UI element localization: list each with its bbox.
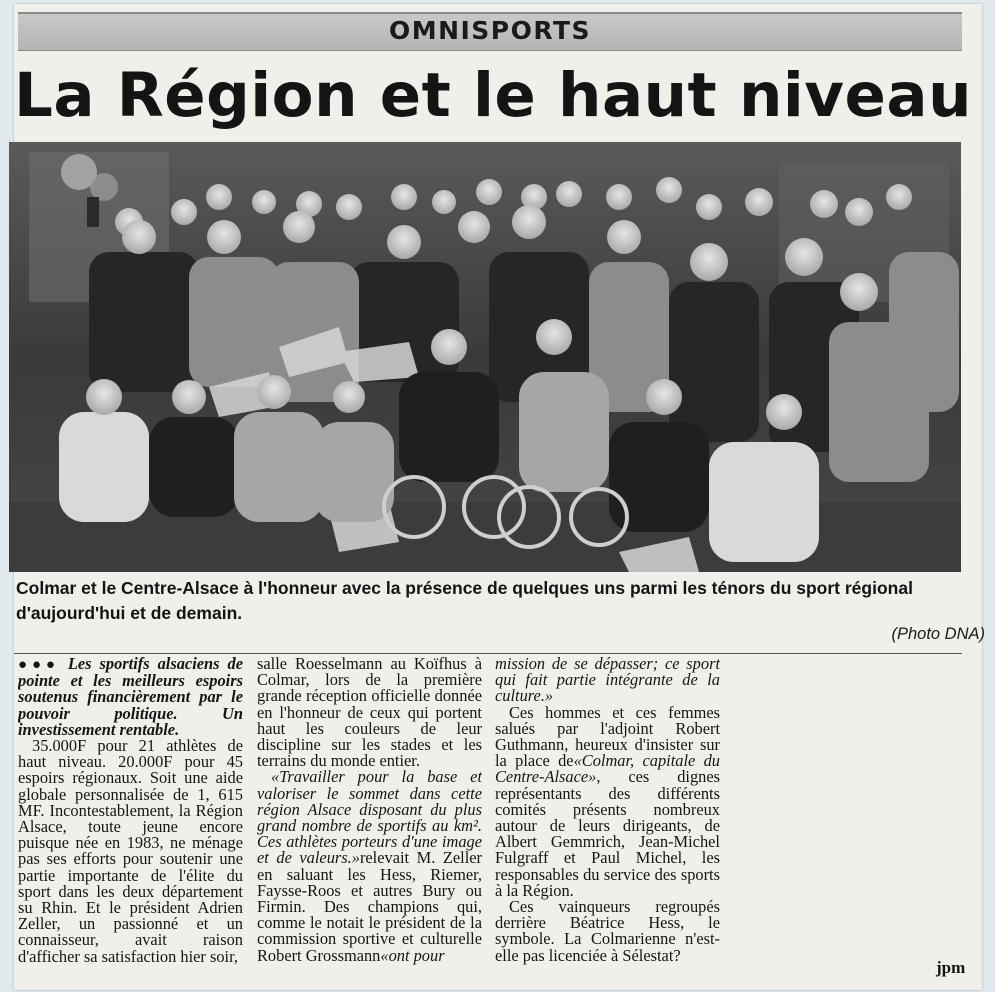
article-text-segment: 35.000F pour 21 athlètes de haut niveau. 20.000F pour 45 espoirs régionaux. Soit une aide globale personnalisée de 1, 615 MF. Incontestablement, la Région Alsace, toute jeune encore puisque née en 1983, ne ménage pas ses efforts pour soutenir une partie importante de l'élite du sport dans les deux département su Rhin. Et le président Adrien Zeller, un passionné et un connaisseur, avait raison d'afficher sa satisfaction hier soir, bbox=[18, 736, 243, 966]
article-paragraph-segment bbox=[495, 899, 720, 964]
lead-marker-bullets: ●●● bbox=[18, 657, 60, 673]
section-rubric: OMNISPORTS bbox=[388, 16, 592, 45]
article-column-3 bbox=[495, 656, 720, 976]
article-lead: Les sportifs alsaciens de pointe et les meilleurs espoirs soutenus financièrement par le pouvoir politique. Un investissement rentable. bbox=[18, 656, 243, 739]
article-column-2 bbox=[257, 656, 482, 976]
group-photo bbox=[9, 142, 961, 572]
article-paragraph-segment bbox=[18, 738, 243, 965]
article-quote-segment: «Travailler pour la base et valoriser le sommet dans cette région Alsace disposant du plus grand nombre de sportifs au km². Ces athlètes porteurs d'une image et de valeurs.» bbox=[257, 767, 482, 868]
article-paragraph-segment bbox=[495, 702, 720, 900]
headline: La Région et le haut niveau bbox=[14, 60, 973, 131]
article-text-segment: Ces hommes et ces femmes salués par l'adjoint Robert Guthmann, heureux d'insister sur la place de bbox=[495, 702, 720, 771]
article-text-segment: relevait M. Zeller en saluant les Hess, Riemer, Faysse-Roos et autres Bury ou Firmin. Des champions qui, comme le notait le président de la commission sportive et culturelle Robert Grossmann bbox=[257, 848, 482, 965]
article-text-segment: Ces vainqueurs regroupés derrière Béatrice Hess, le symbole. La Colmarienne n'est-elle pas licenciée à Sélestat? bbox=[495, 897, 720, 965]
article-text-segment: , ces dignes représentants des différents comités présents nombreux autour de leurs dirigeants, de Albert Gemmrich, Jean-Michel Fulgraff et Paul Michel, les responsables du service des sports à la Région. bbox=[495, 767, 720, 900]
article-column-1 bbox=[18, 656, 243, 976]
article-paragraph-segment bbox=[257, 769, 482, 963]
author-signature: jpm bbox=[936, 958, 966, 977]
article-paragraph-segment bbox=[257, 656, 482, 769]
article-quote-segment: «Colmar, capitale du Centre-Alsace» bbox=[495, 751, 720, 787]
caption-divider bbox=[14, 653, 962, 654]
group-photo-illustration bbox=[9, 142, 961, 572]
photo-caption: Colmar et le Centre-Alsace à l'honneur avec la présence de quelques uns parmi les ténors du sport régional d'aujourd'hui et de demain. bbox=[16, 578, 913, 623]
article-quote-segment: mission de se dépasser; ce sport qui fait partie intégrante de la culture.» bbox=[495, 656, 720, 706]
photo-credit: (Photo DNA) bbox=[891, 625, 985, 643]
section-rubric-bar bbox=[18, 12, 962, 51]
article-lead-paragraph bbox=[18, 656, 243, 738]
article-quote-segment: «ont pour bbox=[380, 945, 445, 965]
article-text-segment: salle Roesselmann au Koïfhus à Colmar, lors de la première grande réception officielle donnée en l'honneur de ceux qui portent haut les couleurs de leur discipline sur les stades et les terrains du monde entier. bbox=[257, 656, 482, 771]
article-paragraph-segment bbox=[495, 656, 720, 705]
article-column-4 bbox=[733, 656, 958, 976]
